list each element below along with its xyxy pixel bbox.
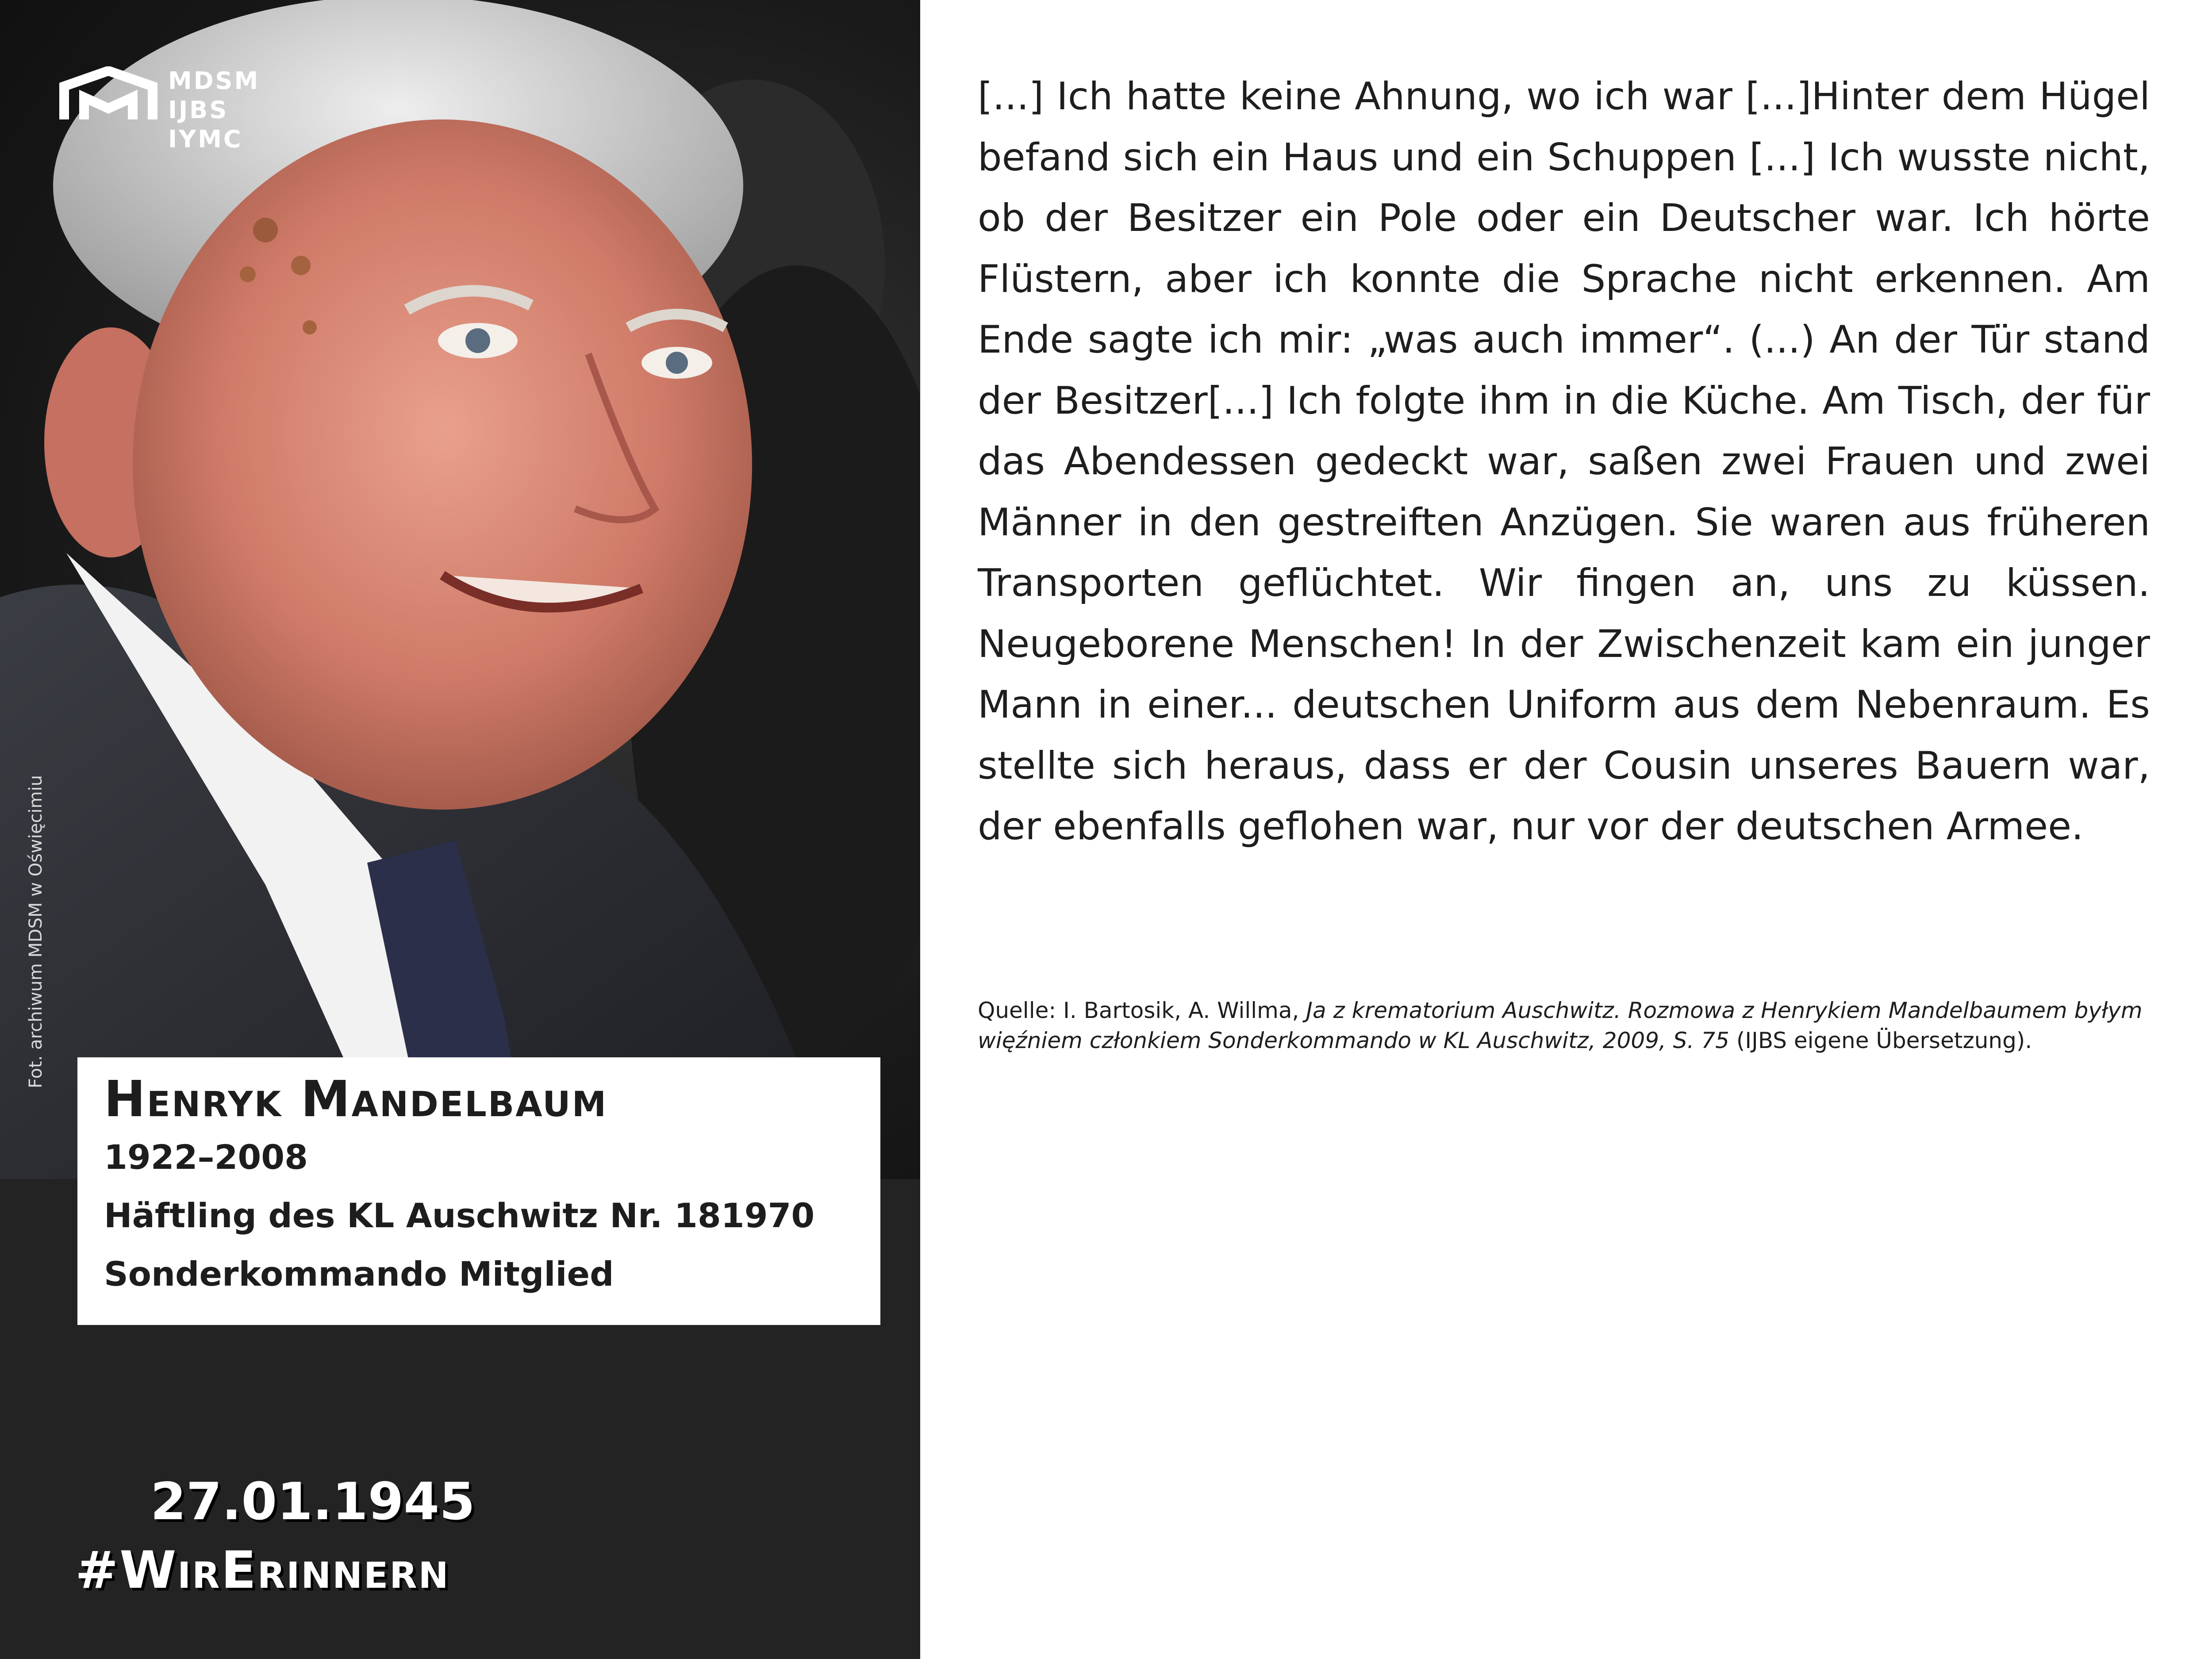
liberation-date: 27.01.1945 xyxy=(150,1472,475,1532)
portrait-illustration xyxy=(0,0,920,1179)
left-panel xyxy=(0,0,920,1659)
name-card xyxy=(77,1057,880,1325)
hashtag: #WirErinnern xyxy=(75,1540,450,1600)
house-logo-icon xyxy=(58,66,159,124)
role-line: Sonderkommando Mitglied xyxy=(104,1254,614,1294)
source-title: Ja z krematorium Auschwitz. Rozmowa z Henrykiem Mandelbaumem byłym więźniem członkiem Sonderkommando w KL Auschwitz, 2009, S. 75 xyxy=(978,998,2143,1053)
person-years: 1922–2008 xyxy=(104,1137,308,1177)
person-name: Henryk Mandelbaum xyxy=(104,1071,608,1128)
prisoner-number: Häftling des KL Auschwitz Nr. 181970 xyxy=(104,1196,815,1235)
logo-text xyxy=(168,66,260,154)
logo-line-mdsm: MDSM xyxy=(168,67,260,95)
source-citation xyxy=(978,995,2150,1056)
logo-line-ijbs: IJBS xyxy=(168,96,229,124)
portrait-photo xyxy=(0,0,920,1179)
source-suffix: (IJBS eigene Übersetzung). xyxy=(1729,1028,2032,1053)
testimony-quote: [...] Ich hatte keine Ahnung, wo ich war [...]Hinter dem Hügel befand sich ein Haus und ein Schuppen [...] Ich wusste nicht, ob der Besitzer ein Pole oder ein Deutscher war. Ich hörte Flüstern, aber ich konnte die Sprache nicht erkennen. Am Ende sagte ich mir: „was auch immer“. (...) An der Tür stand der Besitzer[...] Ich folgte ihm in die Küche. Am Tisch, der für das Abendessen gedeckt war, saßen zwei Frauen und zwei Männer in den gestreiften Anzügen. Sie waren aus früheren Transporten geflüchtet. Wir fingen an, uns zu küssen. Neugeborene Menschen! In der Zwischenzeit kam ein junger Mann in einer... deutschen Uniform aus dem Nebenraum. Es stellte sich heraus, dass er der Cousin unseres Bauern war, der ebenfalls geflohen war, nur vor der deutschen Armee. xyxy=(978,74,2150,849)
source-prefix: Quelle: I. Bartosik, A. Willma, xyxy=(978,998,1306,1023)
photo-credit: Fot. archiwum MDSM w Oświęcimiu xyxy=(26,775,46,1088)
logo-line-iymc: IYMC xyxy=(168,125,243,153)
